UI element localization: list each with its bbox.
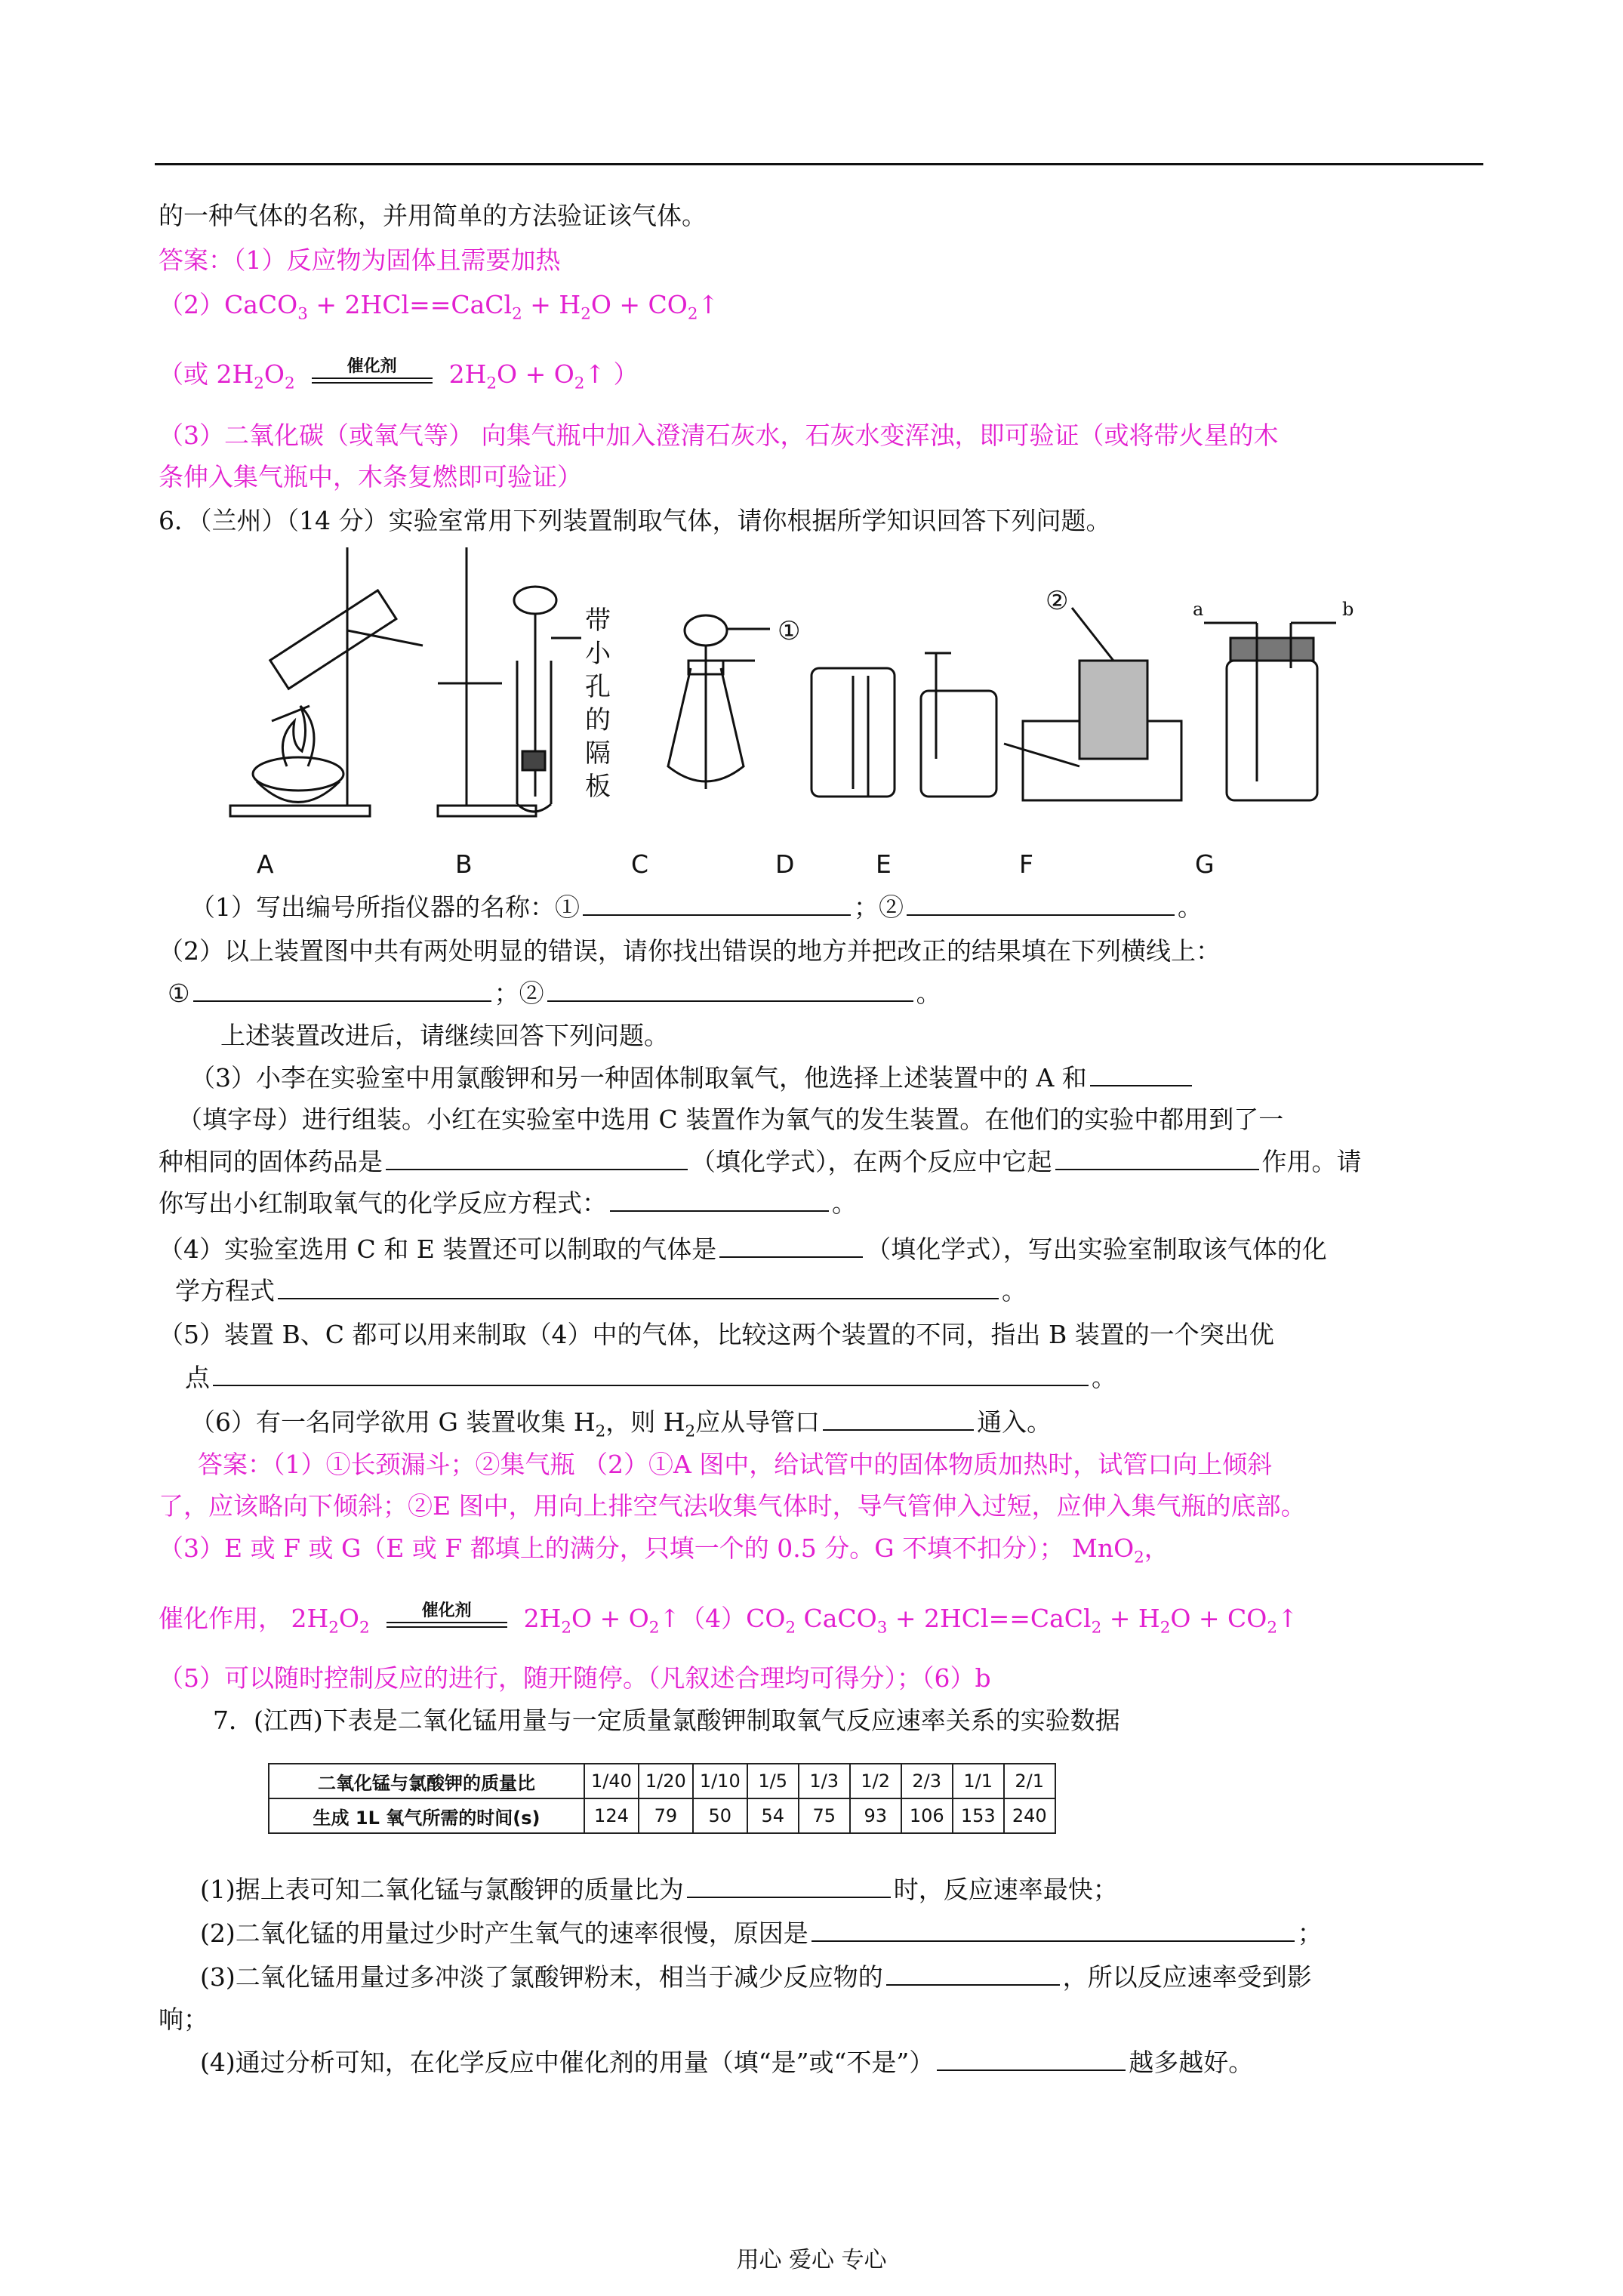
blank[interactable] xyxy=(823,1407,974,1431)
blank[interactable] xyxy=(687,1874,891,1898)
question-7-3c: 响； xyxy=(159,2005,208,2034)
label-b: b xyxy=(1342,599,1354,620)
table-row-header: 生成 1L 氧气所需的时间(s) xyxy=(269,1798,584,1833)
blank[interactable] xyxy=(907,892,1175,916)
text-line: 的一种气体的名称，并用简单的方法验证该气体。 xyxy=(159,201,707,230)
answer-equation-caco3: （2）CaCO$_3$ + 2HCl==CaCl$_2$ + $H_2O$ + $CO_2↑$ xyxy=(159,290,719,324)
blank[interactable] xyxy=(1055,1146,1259,1170)
table-cell: 1/2 xyxy=(850,1764,901,1798)
blank[interactable] xyxy=(937,2047,1126,2071)
apparatus-label-c: C xyxy=(631,849,649,879)
table-cell: 50 xyxy=(693,1798,747,1833)
apparatus-label-e: E xyxy=(876,849,892,879)
table-cell: 1/3 xyxy=(799,1764,850,1798)
catalyst-arrow: 催化剂 xyxy=(387,1605,507,1635)
table-row xyxy=(269,1798,1055,1833)
apparatus-label-d: D xyxy=(775,849,795,879)
answer-line: 答案：（1）反应物为固体且需要加热 xyxy=(159,245,561,275)
question-6-5: （5）装置 B、C 都可以用来制取（4）中的气体，比较这两个装置的不同，指出 B 装置的一个突出优 xyxy=(159,1320,1274,1349)
table-cell: 93 xyxy=(850,1798,901,1833)
table-cell: 106 xyxy=(901,1798,953,1833)
question-6-5b: 点 。 xyxy=(185,1363,1116,1392)
blank[interactable] xyxy=(213,1362,1089,1386)
apparatus-a xyxy=(230,547,423,816)
question-6: 6．（兰州）（14 分）实验室常用下列装置制取气体，请你根据所学知识回答下列问题。 xyxy=(159,506,1111,535)
answer-6-line-4: 催化作用， $2H_2O_2$ 催化剂 $2H_2O$ + $O_2↑(4)CO_2$ CaCO$_3$ + 2HCl==CaCl$_2$ + $H_2O$ + $CO_2↑$ xyxy=(159,1601,1298,1638)
data-table xyxy=(268,1763,1056,1834)
blank[interactable] xyxy=(583,892,851,916)
table-cell: 153 xyxy=(953,1798,1004,1833)
question-7-2: (2)二氧化锰的用量过少时产生氧气的速率很慢，原因是 ； xyxy=(200,1918,1323,1948)
apparatus-d xyxy=(812,668,895,797)
question-6-3b: （填字母）进行组装。小红在实验室中选用 C 装置作为氧气的发生装置。在他们的实验中都用到了一 xyxy=(177,1105,1284,1134)
apparatus-label-b: B xyxy=(455,849,473,879)
table-cell: 54 xyxy=(747,1798,799,1833)
question-7-4: (4)通过分析可知，在化学反应中催化剂的用量（填“是”或“不是”） 越多越好。 xyxy=(200,2048,1254,2077)
blank[interactable] xyxy=(610,1188,829,1212)
table-cell: 2/1 xyxy=(1004,1764,1055,1798)
catalyst-arrow: 催化剂 xyxy=(312,361,433,391)
question-6-3d: 你写出小红制取氧气的化学反应方程式： 。 xyxy=(159,1188,857,1218)
table-cell: 75 xyxy=(799,1798,850,1833)
header-rule xyxy=(155,163,1483,165)
label-1: ① xyxy=(778,616,801,646)
question-7-1: (1)据上表可知二氧化锰与氯酸钾的质量比为 时，反应速率最快； xyxy=(200,1875,1118,1904)
question-6-1: （1）写出编号所指仪器的名称：① ；② 。 xyxy=(190,892,1203,922)
question-6-6: （6）有一名同学欲用 G 装置收集 $H_2$，则 $H_2$应从导管口 通入。 xyxy=(190,1407,1052,1441)
question-6-4b: 学方程式 。 xyxy=(175,1276,1027,1305)
blank[interactable] xyxy=(719,1234,863,1258)
blank[interactable] xyxy=(278,1275,999,1299)
table-cell: 1/1 xyxy=(953,1764,1004,1798)
answer-6-line-3: （3）E 或 F 或 G（E 或 F 都填上的满分，只填一个的 0.5 分。G 不填不扣分）； MnO$_2$， xyxy=(159,1533,1169,1567)
question-7: 7．(江西)下表是二氧化锰用量与一定质量氯酸钾制取氧气反应速率关系的实验数据 xyxy=(213,1706,1120,1735)
apparatus-e xyxy=(921,653,996,797)
label-2: ② xyxy=(1046,586,1069,616)
partition-label: 带小孔的隔板 xyxy=(585,606,611,802)
answer-6-line-1: 答案：（1）①长颈漏斗；②集气瓶 （2）①A 图中，给试管中的固体物质加热时，试管口向上倾斜 xyxy=(198,1450,1273,1479)
blank[interactable] xyxy=(386,1146,688,1170)
answer-line: （3）二氧化碳（或氧气等） 向集气瓶中加入澄清石灰水，石灰水变浑浊，即可验证（或将带火星的木 xyxy=(159,421,1279,450)
question-6-4: （4）实验室选用 C 和 E 装置还可以制取的气体是 （填化学式），写出实验室制取该气体的化 xyxy=(159,1234,1327,1264)
question-6-2: （2）以上装置图中共有两处明显的错误，请你找出错误的地方并把改正的结果填在下列横线上： xyxy=(159,936,1221,966)
table-cell: 1/10 xyxy=(693,1764,747,1798)
table-row xyxy=(269,1764,1055,1798)
apparatus-f xyxy=(1004,608,1181,800)
question-6-3c: 种相同的固体药品是 （填化学式），在两个反应中它起 作用。请 xyxy=(159,1147,1362,1176)
question-6-3: （3）小李在实验室中用氯酸钾和另一种固体制取氧气，他选择上述装置中的 A 和 xyxy=(190,1062,1195,1093)
question-7-3: (3)二氧化锰用量过多冲淡了氯酸钾粉末，相当于减少反应物的 ，所以反应速率受到影 xyxy=(200,1962,1312,1992)
question-6-2-blanks: ① ；② 。 xyxy=(168,978,941,1008)
apparatus-b xyxy=(438,547,581,816)
apparatus-g xyxy=(1204,623,1336,800)
apparatus-label-f: F xyxy=(1019,849,1033,879)
table-row-header: 二氧化锰与氯酸钾的质量比 xyxy=(269,1764,584,1798)
table-cell: 1/20 xyxy=(639,1764,693,1798)
blank[interactable] xyxy=(886,1962,1060,1986)
blank[interactable] xyxy=(1090,1062,1192,1086)
apparatus-figure xyxy=(226,540,1354,827)
page-footer: 用心 爱心 专心 xyxy=(736,2247,887,2273)
apparatus-c xyxy=(668,615,770,789)
answer-equation-h2o2: （或 $2H_2O_2$ 催化剂 $2H_2O$ + $O_2↑$ ） xyxy=(159,357,639,393)
table-cell: 124 xyxy=(584,1798,639,1833)
table-cell: 240 xyxy=(1004,1798,1055,1833)
blank[interactable] xyxy=(547,978,913,1002)
label-a: a xyxy=(1193,599,1204,620)
table-cell: 1/5 xyxy=(747,1764,799,1798)
table-cell: 1/40 xyxy=(584,1764,639,1798)
answer-6-line-5: （5）可以随时控制反应的进行，随开随停。（凡叙述合理均可得分）；（6）b xyxy=(159,1663,991,1693)
apparatus-label-a: A xyxy=(257,849,274,879)
blank[interactable] xyxy=(812,1918,1295,1942)
table-cell: 79 xyxy=(639,1798,693,1833)
answer-6-line-2: 了，应该略向下倾斜；②E 图中，用向上排空气法收集气体时，导气管伸入过短，应伸入集气瓶的底部。 xyxy=(159,1491,1306,1521)
apparatus-label-g: G xyxy=(1195,849,1215,879)
table-cell: 2/3 xyxy=(901,1764,953,1798)
blank[interactable] xyxy=(193,978,491,1002)
answer-line: 条伸入集气瓶中，木条复燃即可验证） xyxy=(159,462,582,492)
text-line: 上述装置改进后，请继续回答下列问题。 xyxy=(220,1021,669,1050)
